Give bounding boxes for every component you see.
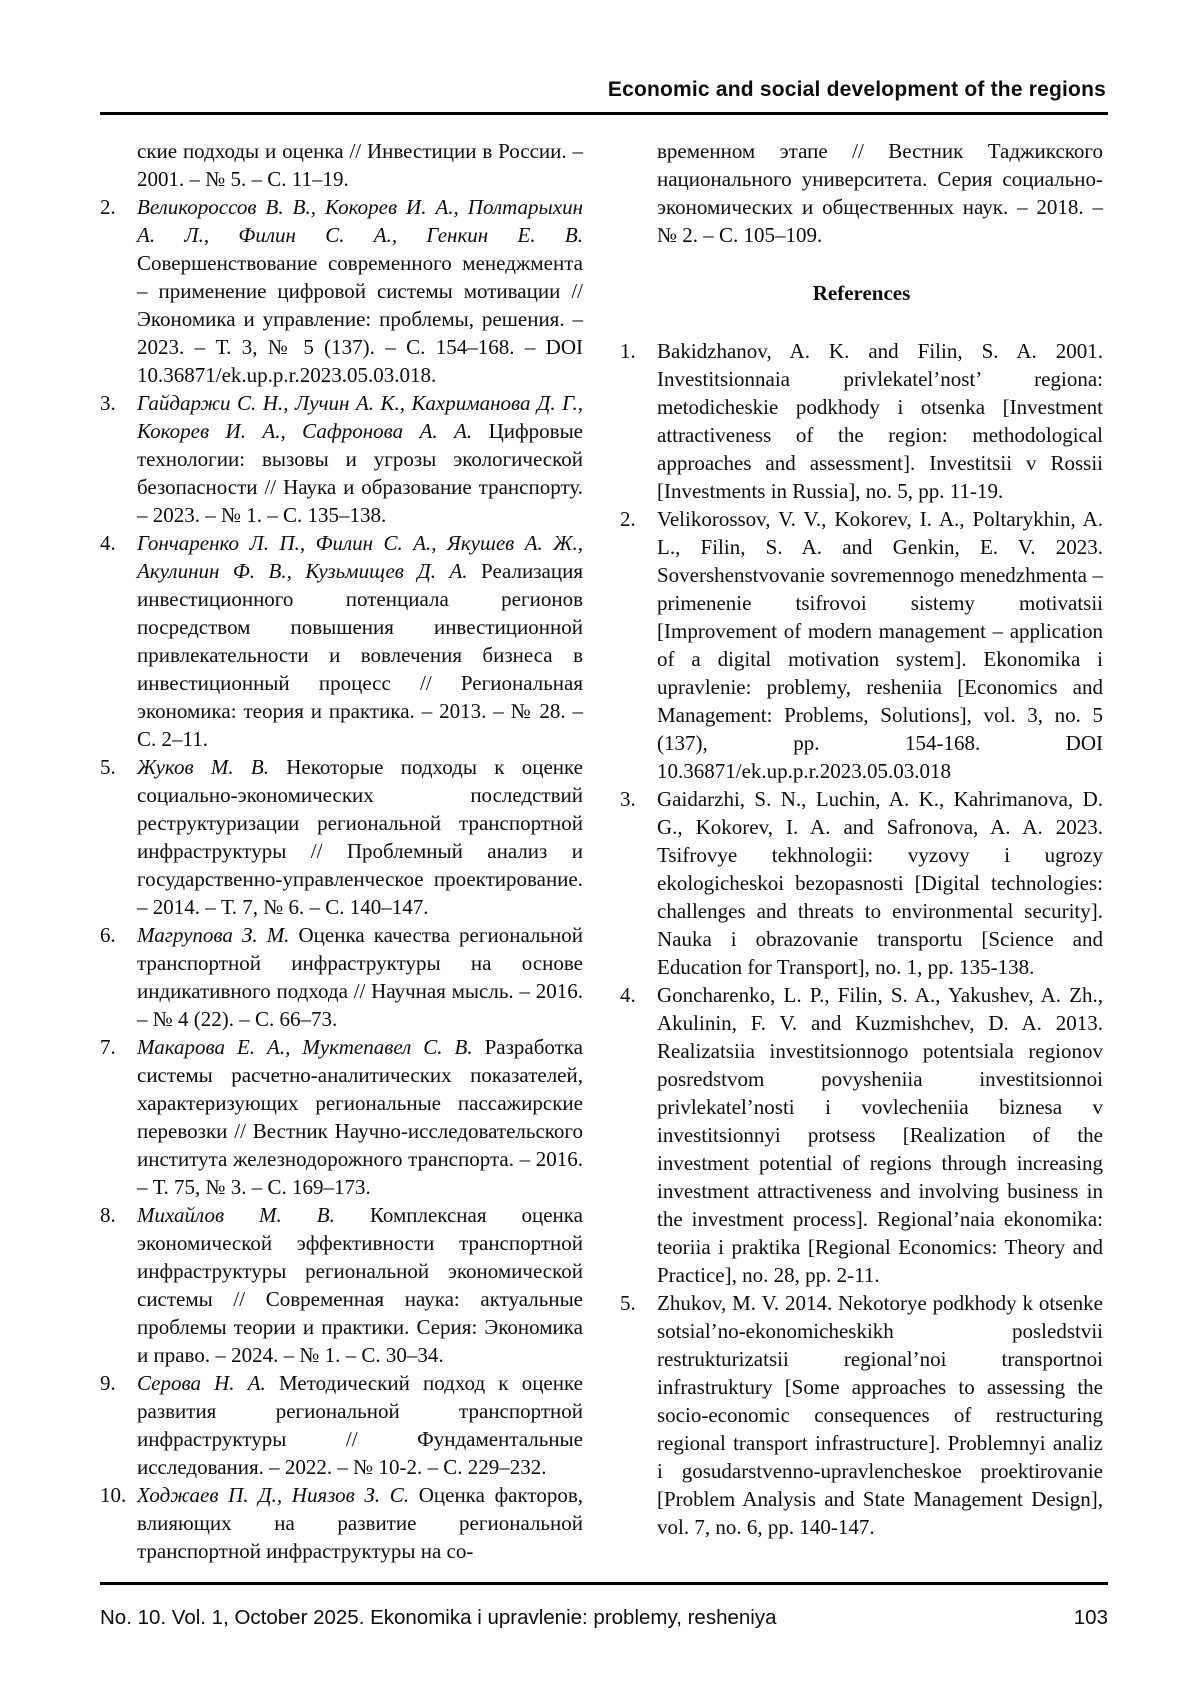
- reference-number: 8.: [100, 1203, 116, 1227]
- reference-number: 4.: [620, 983, 636, 1007]
- page-number: 103: [1073, 1606, 1108, 1629]
- references-heading: References: [812, 281, 911, 305]
- references-columns: [100, 137, 1103, 1565]
- reference-authors: Серова Н. А.: [137, 1371, 266, 1395]
- reference-item-ru-6: [100, 921, 583, 1033]
- reference-text: [137, 529, 583, 753]
- reference-number: 7.: [100, 1035, 116, 1059]
- reference-authors: Ходжаев П. Д., Ниязов З. С.: [137, 1483, 410, 1507]
- reference-item-en-5: [620, 1289, 1103, 1541]
- reference-item-ru-4: [100, 529, 583, 753]
- reference-text: Gaidarzhi, S. N., Luchin, A. K., Kahrimanova, D. G., Kokorev, I. A. and Safronova, A. A. 2023. Tsifrovye tekhnologii: vyzovy i ugrozy ekologicheskoi bezopasnosti [Digital technologies: challenges and threats to environmental security]. Nauka i obrazovanie transportu [Science and Education for Transport], no. 1, pp. 135-138.: [657, 787, 1103, 979]
- reference-text: [137, 1033, 583, 1201]
- reference-item-ru-10: [100, 1481, 583, 1565]
- reference-body-text: Оценка качества региональной транспортной инфраструктуры на основе индикативного подхода // Научная мысль. – 2016. – № 4 (22). – С. 66–73.: [137, 923, 583, 1031]
- reference-authors: Макарова Е. А., Муктепавел С. В.: [137, 1035, 473, 1059]
- reference-body-text: Оценка факторов, влияющих на развитие региональной транспортной инфраструктуры на со-: [137, 1483, 583, 1563]
- reference-text: [137, 389, 583, 529]
- reference-item-en-2: [620, 505, 1103, 785]
- reference-item-ru-7: [100, 1033, 583, 1201]
- reference-body-text: Разработка системы расчетно-аналитических показателей, характеризующих региональные пассажирские перевозки // Вестник Научно-исследовательского института железнодорожного транспорта. – 2016. – Т. 75, № 3. – С. 169–173.: [137, 1035, 584, 1199]
- reference-number: 2.: [100, 195, 116, 219]
- reference-text: [137, 1369, 583, 1481]
- reference-body-text: Некоторые подходы к оценке социально-экономических последствий реструктуризации региональной транспортной инфраструктуры // Проблемный анализ и государственно-управленческое проектирование. – 2014. – Т. 7, № 6. – С. 140–147.: [137, 755, 584, 919]
- reference-body-text: Методический подход к оценке развития региональной транспортной инфраструктуры // Фундаментальные исследования. – 2022. – № 10-2. – С. 229–232.: [137, 1371, 583, 1479]
- reference-body-text: Цифровые технологии: вызовы и угрозы экологической безопасности // Наука и образование транспорту. – 2023. – № 1. – С. 135–138.: [137, 419, 583, 527]
- reference-number: 9.: [100, 1371, 116, 1395]
- reference-authors: Великороссов В. В., Кокорев И. А., Полтарыхин А. Л., Филин С. А., Генкин Е. В.: [137, 195, 583, 247]
- reference-body-text: Реализация инвестиционного потенциала регионов посредством повышения инвестиционной привлекательности и вовлечения бизнеса в инвестиционный процесс // Региональная экономика: теория и практика. – 2013. – № 28. – С. 2–11.: [137, 559, 584, 751]
- footer-rule: [100, 1582, 1108, 1585]
- reference-text: [137, 193, 583, 389]
- reference-text: [137, 753, 583, 921]
- reference-number: 5.: [100, 755, 116, 779]
- header-rule: [100, 112, 1108, 115]
- reference-text: Goncharenko, L. P., Filin, S. A., Yakushev, A. Zh., Akulinin, F. V. and Kuzmishchev, D. A. 2013. Realizatsiia investitsionnogo potentsiala regionov posredstvom povysheniia investitsionnoi privlekatel’nosti i vovlecheniia biznesa v investitsionnyi protsess [Realization of the investment potential of regions through increasing investment attractiveness and involving business in the investment process]. Regional’naia ekonomika: teoriia i praktika [Regional Economics: Theory and Practice], no. 28, pp. 2-11.: [657, 983, 1103, 1287]
- reference-text: Zhukov, M. V. 2014. Nekotorye podkhody k otsenke sotsial’no-ekonomicheskikh posledstvii restrukturizatsii regional’noi transportnoi infrastruktury [Some approaches to assessing the socio-economic consequences of restructuring regional transport infrastructure]. Problemnyi analiz i gosudarstvenno-upravlencheskoe proektirovanie [Problem Analysis and State Management Design], vol. 7, no. 6, pp. 140-147.: [657, 1291, 1103, 1539]
- reference-item-en-4: [620, 981, 1103, 1289]
- reference-item-ru-8: [100, 1201, 583, 1369]
- reference-item-ru-3: [100, 389, 583, 529]
- reference-number: 10.: [100, 1483, 127, 1507]
- reference-number: 1.: [620, 339, 636, 363]
- reference-text: [137, 1481, 583, 1565]
- reference-item-ru-9: [100, 1369, 583, 1481]
- reference-number: 2.: [620, 507, 636, 531]
- reference-item-ru-2: [100, 193, 583, 389]
- reference-text: Velikorossov, V. V., Kokorev, I. A., Poltarykhin, A. L., Filin, S. A. and Genkin, E. V. 2023. Sovershenstvovanie sovremennogo menedzhmenta – primenenie tsifrovoi sistemy motivatsii [Improvement of modern management – application of a digital motivation system]. Ekonomika i upravlenie: problemy, resheniia [Economics and Management: Problems, Solutions], vol. 3, no. 5 (137), pp. 154-168. DOI 10.36871/ek.up.p.r.2023.05.03.018: [657, 507, 1103, 783]
- left-column: [100, 137, 583, 1565]
- reference-continuation-right: временном этапе // Вестник Таджикского национального университета. Серия социально-экономических и общественных наук. – 2018. – № 2. – С. 105–109.: [657, 139, 1103, 247]
- reference-number: 4.: [100, 531, 116, 555]
- reference-text: [137, 921, 583, 1033]
- page-header: [100, 78, 1108, 115]
- reference-body-text: Комплексная оценка экономической эффективности транспортной инфраструктуры региональной экономической системы // Современная наука: актуальные проблемы теории и практики. Серия: Экономика и право. – 2024. – № 1. – С. 30–34.: [137, 1203, 583, 1367]
- reference-number: 3.: [620, 787, 636, 811]
- reference-authors: Гайдаржи С. Н., Лучин А. К., Кахриманова Д. Г., Кокорев И. А., Сафронова А. А.: [137, 391, 583, 443]
- reference-authors: Михайлов М. В.: [137, 1203, 335, 1227]
- journal-issue-info: No. 10. Vol. 1, October 2025. Ekonomika i upravlenie: problemy, resheniya: [100, 1606, 777, 1629]
- right-column: [620, 137, 1103, 1565]
- reference-item-en-3: [620, 785, 1103, 981]
- reference-item-ru-5: [100, 753, 583, 921]
- reference-authors: Жуков М. В.: [137, 755, 269, 779]
- running-head-title: Economic and social development of the regions: [607, 78, 1106, 101]
- reference-body-text: Совершенствование современного менеджмента – применение цифровой системы мотивации // Экономика и управление: проблемы, решения. – 2023. – Т. 3, № 5 (137). – С. 154–168. – DOI 10.36871/ek.up.p.r.2023.05.03.018.: [137, 251, 583, 387]
- page-footer: [100, 1572, 1108, 1630]
- footer-row: [100, 1606, 1108, 1630]
- reference-number: 5.: [620, 1291, 636, 1315]
- reference-authors: Гончаренко Л. П., Филин С. А., Якушев А. Ж., Акулинин Ф. В., Кузьмищев Д. А.: [137, 531, 583, 583]
- reference-number: 3.: [100, 391, 116, 415]
- reference-number: 6.: [100, 923, 116, 947]
- reference-item-en-1: [620, 337, 1103, 505]
- reference-continuation-left: ские подходы и оценка // Инвестиции в России. – 2001. – № 5. – С. 11–19.: [137, 139, 583, 191]
- reference-authors: Магрупова З. М.: [137, 923, 290, 947]
- reference-text: [137, 1201, 583, 1369]
- reference-text: Bakidzhanov, A. K. and Filin, S. A. 2001. Investitsionnaia privlekatel’nost’ regiona: metodicheskie podkhody i otsenka [Investment attractiveness of the region: methodological approaches and assessment]. Investitsii v Rossii [Investments in Russia], no. 5, pp. 11-19.: [657, 339, 1103, 503]
